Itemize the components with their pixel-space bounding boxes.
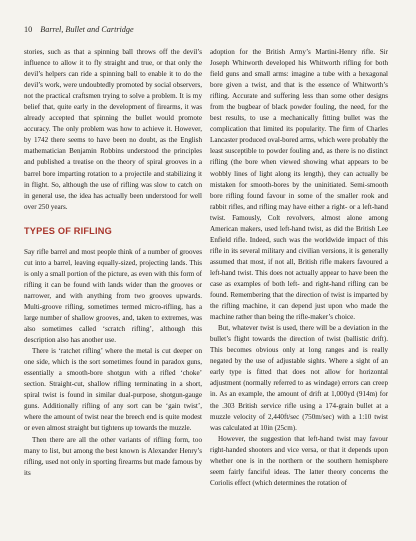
left-column — [24, 47, 202, 479]
right-column — [210, 47, 388, 489]
body-paragraph: There is ‘ratchet rifling’ where the metal is cut deeper on one side, which is the sort sometimes found in paradox guns, essentially a smooth-bore shotgun with a rifled ‘choke’ section. Straight-cut, shallow rifling terminating in a short, spiral twist is found in similar dual-purpose, shotgun-gauge guns. Additionally rifling of any sort can be ‘gain twist’, where the amount of twist near the breech end is quite modest or even almost straight but tightens up towards the muzzle. — [24, 347, 202, 433]
section-heading: TYPES OF RIFLING — [24, 225, 112, 236]
body-paragraph: stories, such as that a spinning ball throws off the devil’s influence to allow it to fly straight and true, or that only the devil’s helpers can ride a spinning ball to enable it to do the devil’s work, were undoubtedly promoted by social observers, not the practical craftsmen trying to solve a problem. It is my belief that, quite early in the development of firearms, it was already accepted that spinning the bullet would promote accuracy. The only problem was how to achieve it. However, by 1742 there seems to have been no doubt, as the English mathematician Benjamin Robbins understood the principles and published a treatise on the theory of spiral grooves in a barrel bore imparting rotation to a projectile and stabilizing it in flight. So, although the use of rifling was slow to catch on in general use, the idea has actually been understood for well over 250 years. — [24, 48, 202, 211]
body-paragraph: adoption for the British Army’s Martini-Henry rifle. Sir Joseph Whitworth developed his Whitworth rifling for both field guns and small arms: imagine a tube with a hexagonal bore given a twist, and that is the essence of Whitworth’s rifling. Accurate and suffering less than some other designs from the bugbear of black powder fouling, the need, for the best results, to use a mechanically fitting bullet was the complication that limited its popularity. The firm of Charles Lancaster produced oval-bored arms, which were probably the least susceptible to powder fouling and, as there is no distinct rifling (the bore when viewed showing what appears to be wobbly lines of light along its length), they can actually be mistaken for smooth-bores by the uninitiated. Semi-smooth bore rifling found favour in some of the smaller rook and rabbit rifles, and rifling may have either a right- or a left-hand twist. Famously, Colt revolvers, almost alone among American makers, used left-hand twist, as did the British Lee Enfield rifle. Indeed, such was the worldwide impact of this rifle in its several military and civilian versions, it is generally assumed that most, if not all, British rifle makers favoured a left-hand twist. This does not actually appear to have been the case as examples of both left- and right-hand rifling can be found. Remembering that the direction of twist is imparted by the rifling machine, it can depend just upon who made the machine rather than being the rifle-maker’s choice. — [210, 48, 388, 322]
body-paragraph: However, the suggestion that left-hand twist may favour right-handed shooters and vice versa, or that it depends upon whether one is in the northern or the southern hemisphere seem fairly fanciful ideas. The latter theory concerns the Coriolis effect (which determines the rotation of — [210, 434, 388, 487]
page-number: 10 — [24, 25, 33, 34]
body-paragraph: Say rifle barrel and most people think of a number of grooves cut into a barrel, leaving equally-sized, projecting lands. This is only a small portion of the picture, as even with this form of rifling it can be found with lands wider than the grooves or narrower, and with anything from two grooves upwards. Multi-groove rifling, sometimes termed micro-rifling, has a large number of shallow grooves, and, taken to extremes, was also sometimes called ‘scratch rifling’, although this description also has another use. — [24, 247, 202, 345]
running-title: Barrel, Bullet and Cartridge — [40, 25, 134, 34]
body-paragraph: Then there are all the other variants of rifling form, too many to list, but among the best known is Alexander Henry’s rifling, used not only in sporting firearms but made famous by its — [24, 435, 202, 477]
page-header — [24, 24, 134, 38]
body-paragraph: But, whatever twist is used, there will be a deviation in the bullet’s flight towards the direction of twist (ballistic drift). This becomes obvious only at long ranges and is really negated by the use of adjustable sights. Where a sight of an early type is fitted that does not allow for horizontal adjustment (normally referred to as windage) errors can creep in. As an example, the amount of drift at 1,000yd (914m) for the .303 British service rifle using a 174-grain bullet at a muzzle velocity of 2,440ft/sec (750m/sec) with a 1:10 twist was calculated at 10in (25cm). — [210, 324, 388, 432]
